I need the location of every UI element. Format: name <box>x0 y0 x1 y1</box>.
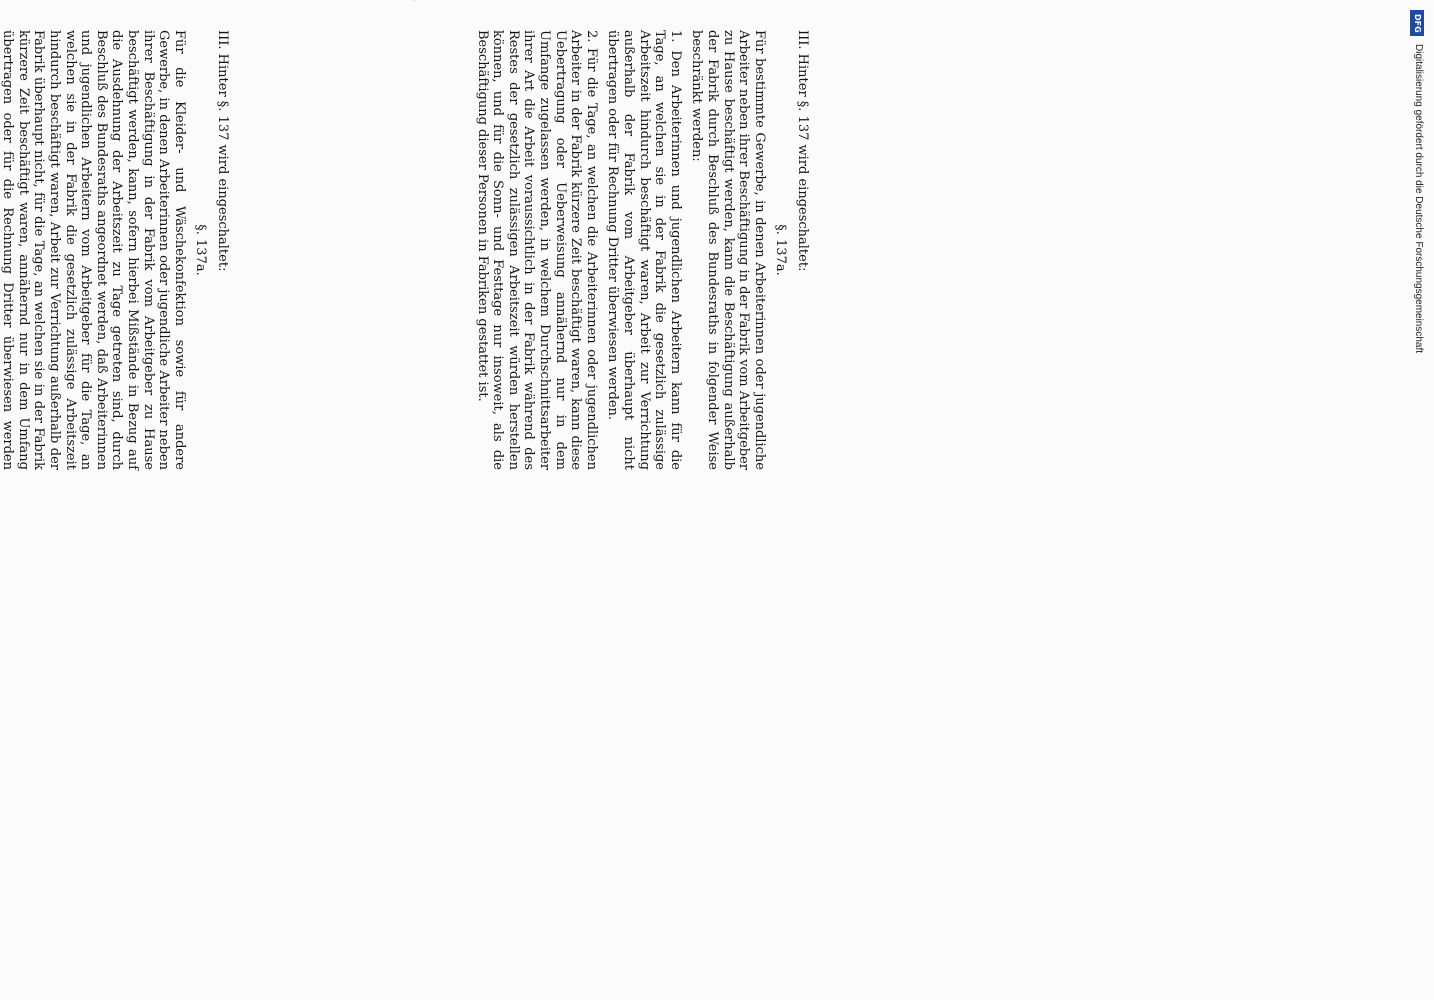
dfg-watermark <box>1410 10 1424 990</box>
kommission-column-part2 <box>240 30 810 470</box>
dfg-logo: DFG <box>1410 10 1424 36</box>
kommission-section-137a: §. 137a. <box>773 224 789 276</box>
vorlage-part3: III. Hinter §. 137 wird eingeschaltet: <box>215 30 230 272</box>
vorlage-column-part2 <box>0 30 230 470</box>
kommission-sub1: 1. Den Arbeiterinnen und jugendlichen Arbeitern kann für die Tage, an welchen sie in der Fabrik die gesetzlich zulässige Arbeitszeit hindurch beschäftigt waren, Arbeit zur Verrichtung außerhalb der Fabrik vom Arbeitgeber überhaupt nicht übertragen oder für Rechnung Dritter überwiesen werden. <box>605 30 683 470</box>
kommission-part3: III. Hinter §. 137 wird eingeschaltet: <box>795 30 810 272</box>
rotated-page-content <box>0 0 810 810</box>
dfg-caption: Digitalisierung gefördert durch die Deutsche Forschungsgemeinschaft <box>1413 44 1424 354</box>
kommission-sub2: 2. Für die Tage, an welchen die Arbeiterinnen oder jugendlichen Arbeiter in der Fabrik kürzere Zeit beschäftigt waren, kann diese Uebertragung oder Ueberweisung annähernd nur in dem Umfange zugelassen werden, in welchem Durchschnittsarbeiter ihrer Art die Arbeit voraussichtlich in der Fabrik während des Restes der gesetzlich zulässigen Arbeitszeit würden herstellen können, und für die Sonn- und Festtage nur insoweit, als die Beschäftigung dieser Personen in Fabriken gestattet ist. <box>474 30 599 470</box>
vorlage-p6: Für die Kleider- und Wäschekonfektion sowie für andere Gewerbe, in denen Arbeiterinnen oder jugendliche Arbeiter neben ihrer Beschäftigung in der Fabrik vom Arbeitgeber zu Hause beschäftigt werden, kann, sofern hierbei Mißstände in Bezug auf die Ausdehnung der Arbeitszeit zu Tage getreten sind, durch Beschluß des Bundesraths angeordnet werden, daß Arbeiterinnen und jugendlichen Arbeitern vom Arbeitgeber für die Tage, an welchen sie in der Fabrik die gesetzlich zulässige Arbeitszeit hindurch beschäftigt waren, Arbeit zur Verrichtung außerhalb der Fabrik überhaupt nicht, für die Tage, an welchen sie in der Fabrik kürzere Zeit beschäftigt waren, annähernd nur in dem Umfang übertragen oder für die Rechnung Dritter überwiesen werden <box>0 30 187 470</box>
kommission-p6: Für bestimmte Gewerbe, in denen Arbeiterinnen oder jugendliche Arbeiter neben ihrer Beschäftigung in der Fabrik vom Arbeitgeber zu Hause beschäftigt werden, kann die Beschäftigung außerhalb der Fabrik durch Beschluß des Bundesraths in folgender Weise beschränkt werden: <box>689 30 767 470</box>
vorlage-section-137a: §. 137a. <box>193 224 209 276</box>
